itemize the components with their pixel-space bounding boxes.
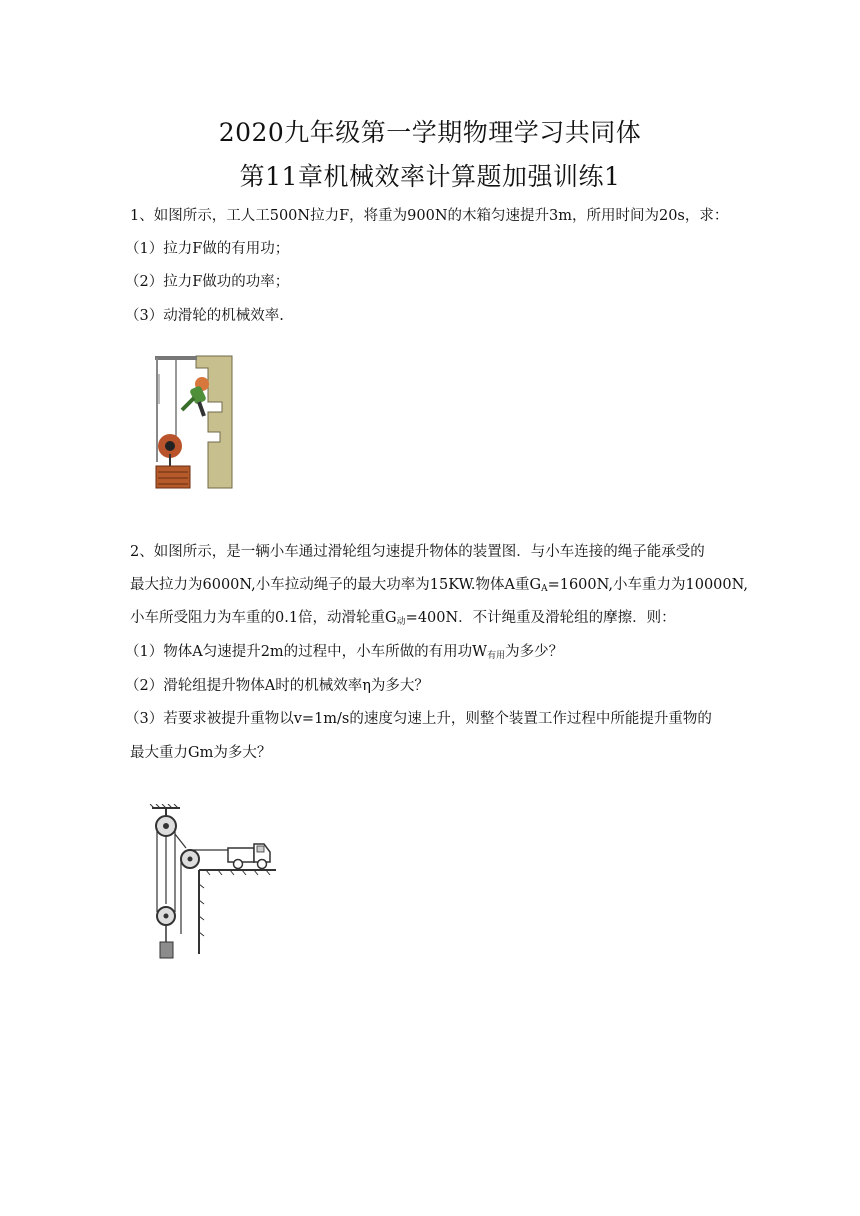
q2-line-3: 小车所受阻力为车重的0.1倍，动滑轮重$G_动=400N$．不计绳重及滑轮组的摩擦．则：: [130, 610, 676, 627]
q2-part-1: （1）物体A匀速提升2m的过程中，小车所做的有用功$W_{有用}$为多少？: [125, 644, 564, 661]
q1-part-3: （3）动滑轮的机械效率.: [125, 308, 284, 324]
q1-stem: 1、如图所示，工人工500N拉力F，将重为900N的木箱匀速提升3m，所用时间为20s，求：: [130, 208, 729, 224]
q2-part-3-cont: 最大重力Gm为多大？: [130, 745, 272, 761]
q1-part-1: （1）拉力F做的有用功；: [125, 241, 290, 257]
q1-part-2: （2）拉力F做功的功率；: [125, 274, 290, 290]
q2-part-3: （3）若要求被提升重物以v=1m/s的速度匀速上升，则整个装置工作过程中所能提升重物的: [125, 711, 712, 727]
q2-line-2: 最大拉力为6000N,小车拉动绳子的最大功率为15KW.物体A重$G_A=1600N$,小车重力为10000N,: [130, 577, 748, 594]
q2-pulley-truck-figure: [146, 804, 278, 962]
q2-part-2: （2）滑轮组提升物体A时的机械效率η为多大？: [125, 678, 429, 694]
q2-line-1: 2、如图所示，是一辆小车通过滑轮组匀速提升物体的装置图．与小车连接的绳子能承受的: [130, 544, 705, 560]
title-line-2: 第11章机械效率计算题加强训练1: [239, 162, 621, 191]
q1-worker-pulley-figure: [152, 354, 234, 490]
title-line-1: 2020九年级第一学期物理学习共同体: [218, 118, 642, 147]
